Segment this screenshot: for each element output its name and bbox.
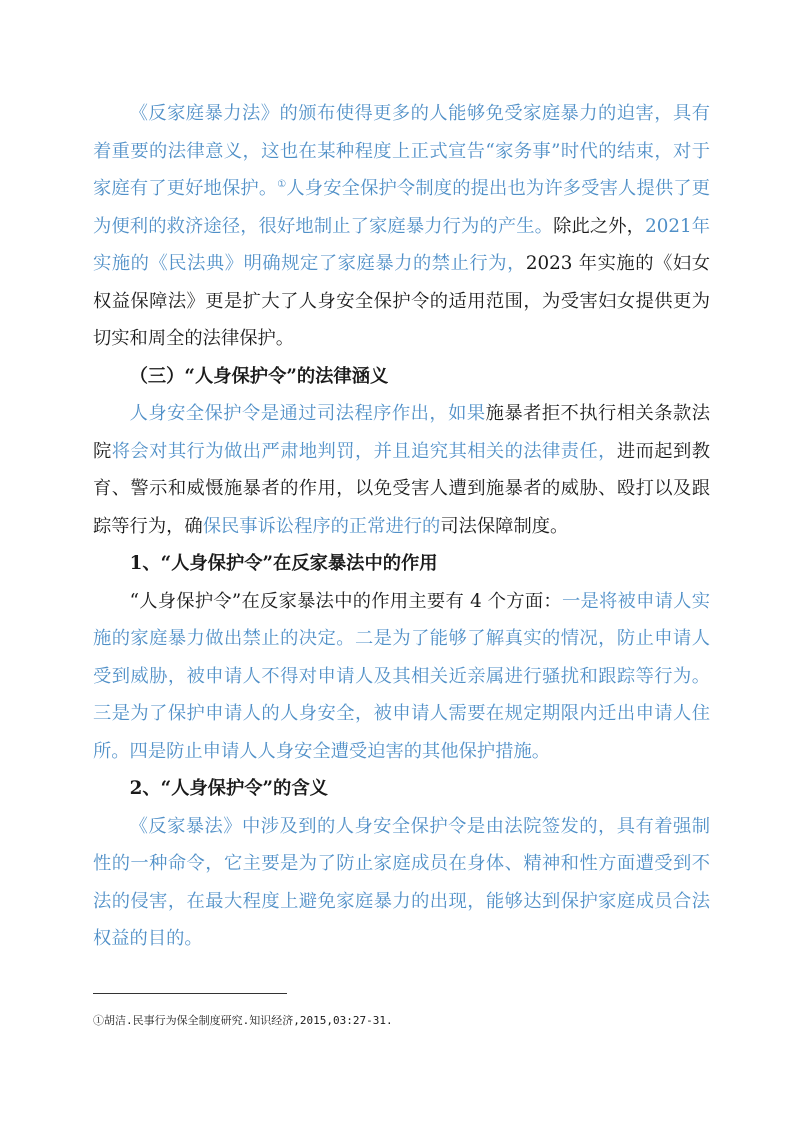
p2-text-a: 人身安全保护令是通过司法程序作出，如果 bbox=[129, 403, 486, 424]
paragraph-4: 《反家暴法》中涉及到的人身安全保护令是由法院签发的，具有着强制性的一种命令，它主要是为了防止家庭成员在身体、精神和性方面遭受到不法的侵害，在最大程度上避免家庭暴力的出现，能够达到保护家庭成员合法权益的目的。 bbox=[93, 815, 710, 949]
footnote-text: ①胡洁.民事行为保全制度研究.知识经济,2015,03:27-31. bbox=[93, 1014, 393, 1027]
p2-text-d: 进而起到教育、警示和威慑施暴者的作用，以免受害人遭到施暴者的威胁、殴打以及跟踪等行为，确 bbox=[93, 440, 711, 537]
p1-text-c: 除此之外， bbox=[553, 215, 646, 237]
subheading-1: 1、“人身保护令”在反家暴法中的作用 bbox=[129, 553, 438, 574]
p3-text-a: “人身保护令”在反家暴法中的作用主要有 4 个方面： bbox=[129, 590, 562, 612]
footnote-divider bbox=[93, 993, 287, 994]
footnote-marker[interactable]: ① bbox=[277, 178, 287, 190]
p1-text-d: 2021年实施的《民法典》明确规定了家庭暴力的禁止行为， bbox=[93, 215, 711, 274]
subheading-2: 2、“人身保护令”的含义 bbox=[129, 778, 328, 799]
p1-text-b: 人身安全保护令制度的提出也为许多受害人提供了更为便利的救济途径，很好地制止了家庭暴力行为的产生。 bbox=[93, 178, 711, 237]
p2-text-e: 保民事诉讼程序的正常进行的 bbox=[202, 515, 441, 537]
paragraph-3 bbox=[93, 583, 710, 771]
p3-text-b: 一是将被申请人实施的家庭暴力做出禁止的决定。二是为了能够了解真实的情况，防止申请人受到威胁，被申请人不得对申请人及其相关近亲属进行骚扰和跟踪等行为。三是为了保护申请人的人身安全，被申请人需要在规定期限内迁出申请人住所。四是防止申请人人身安全遭受迫害的其他保护措施。 bbox=[93, 590, 711, 762]
document-body bbox=[93, 95, 710, 958]
p2-text-c: 将会对其行为做出严肃地判罚，并且追究其相关的法律责任， bbox=[111, 440, 617, 462]
paragraph-1 bbox=[93, 95, 710, 358]
paragraph-2 bbox=[93, 395, 710, 545]
p1-text-a: 《反家庭暴力法》的颁布使得更多的人能够免受家庭暴力的迫害，具有着重要的法律意义，这也在某种程度上正式宣告“家务事”时代的结束，对于家庭有了更好地保护。 bbox=[93, 103, 710, 199]
section-heading-3: （三）“人身保护令”的法律涵义 bbox=[129, 365, 389, 387]
p1-text-e: 2023 年实施的《妇女权益保障法》更是扩大了人身安全保护令的适用范围，为受害妇女提供更为切实和周全的法律保护。 bbox=[93, 253, 710, 349]
p2-text-f: 司法保障制度。 bbox=[440, 515, 569, 537]
p2-text-b: 施暴者拒不执行相关条款法院 bbox=[93, 403, 711, 462]
